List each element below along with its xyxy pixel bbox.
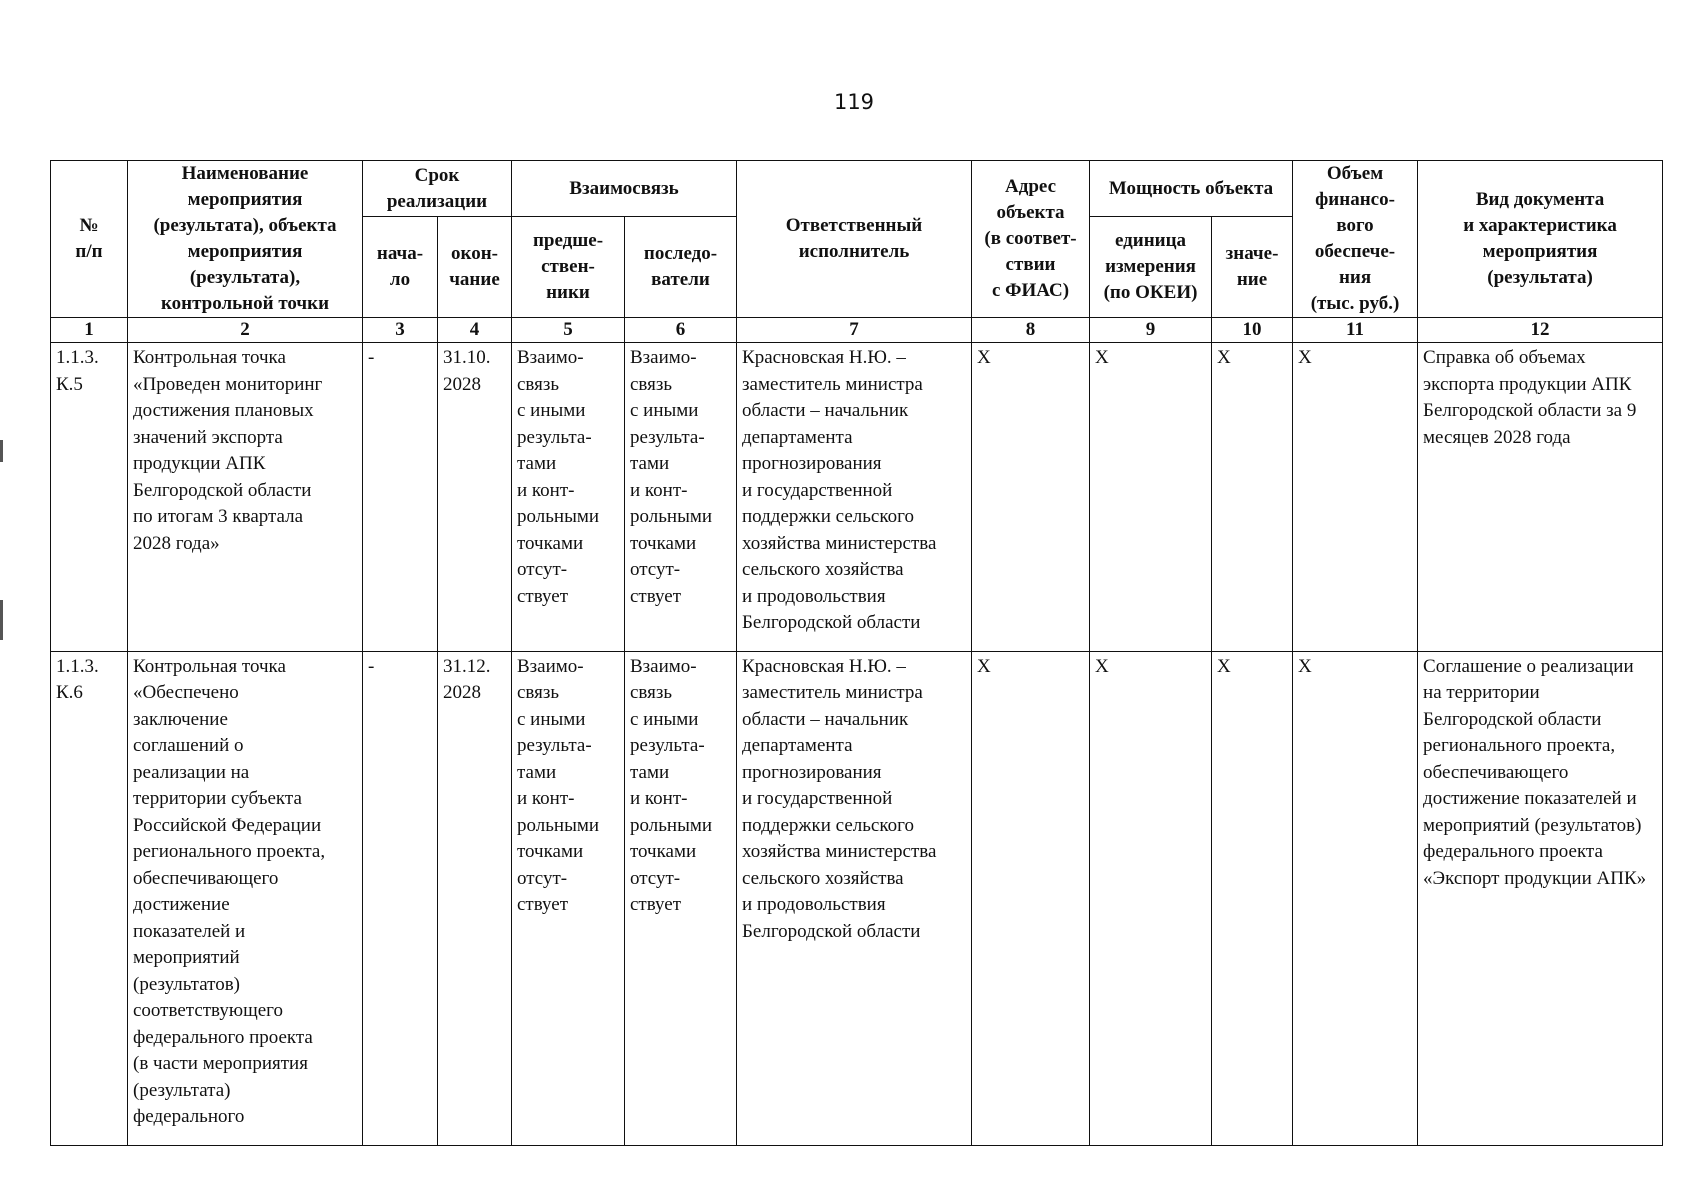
- row-successors: Взаимо- связь с иными результа- тами и конт- рольными точками отсут- ствует: [625, 651, 737, 1145]
- row-number: 1.1.3. К.5: [51, 343, 128, 652]
- header-unit: единица измерения (по ОКЕИ): [1090, 217, 1212, 318]
- header-financing: Объем финансо- вого обеспече- ния (тыс. руб.): [1293, 161, 1418, 318]
- header-address: Адрес объекта (в соответ- ствии с ФИАС): [972, 161, 1090, 318]
- row-value: Х: [1212, 343, 1293, 652]
- header-relation: Взаимосвязь: [512, 161, 737, 217]
- row-start: -: [363, 651, 438, 1145]
- scan-margin-mark: [0, 440, 3, 462]
- scan-margin-mark: [0, 600, 3, 640]
- column-number: 10: [1212, 318, 1293, 343]
- column-number-row: [51, 318, 1663, 343]
- row-address: Х: [972, 343, 1090, 652]
- row-responsible: Красновская Н.Ю. – заместитель министра области – начальник департамента прогнозирования и государственной поддержки сельского хозяйства министерства сельского хозяйства и продовольствия Белгородской области: [737, 651, 972, 1145]
- row-number: 1.1.3. К.6: [51, 651, 128, 1145]
- row-end: 31.10. 2028: [438, 343, 512, 652]
- column-number: 5: [512, 318, 625, 343]
- header-row: [51, 161, 1663, 217]
- plan-table: [50, 160, 1663, 1146]
- header-document: Вид документа и характеристика мероприятия (результата): [1418, 161, 1663, 318]
- row-document: Справка об объемах экспорта продукции АПК Белгородской области за 9 месяцев 2028 года: [1418, 343, 1663, 652]
- row-name: Контрольная точка «Проведен мониторинг достижения плановых значений экспорта продукции АПК Белгородской области по итогам 3 квартала 2028 года»: [128, 343, 363, 652]
- row-name: Контрольная точка «Обеспечено заключение соглашений о реализации на территории субъекта Российской Федерации регионального проекта, обеспечивающего достижение показателей и мероприятий (результатов) соответствующего федерального проекта (в части мероприятия (результата) федерального: [128, 651, 363, 1145]
- column-number: 6: [625, 318, 737, 343]
- row-document: Соглашение о реализации на территории Белгородской области регионального проекта, обеспечивающего достижение показателей и мероприятий (результатов) федерального проекта «Экспорт продукции АПК»: [1418, 651, 1663, 1145]
- row-financing: Х: [1293, 651, 1418, 1145]
- column-number: 2: [128, 318, 363, 343]
- column-number: 4: [438, 318, 512, 343]
- column-number: 12: [1418, 318, 1663, 343]
- header-start: нача- ло: [363, 217, 438, 318]
- column-number: 7: [737, 318, 972, 343]
- header-successors: последо- ватели: [625, 217, 737, 318]
- row-unit: Х: [1090, 651, 1212, 1145]
- column-number: 9: [1090, 318, 1212, 343]
- header-capacity: Мощность объекта: [1090, 161, 1293, 217]
- header-predecessors: предше- ствен- ники: [512, 217, 625, 318]
- row-responsible: Красновская Н.Ю. – заместитель министра области – начальник департамента прогнозирования и государственной поддержки сельского хозяйства министерства сельского хозяйства и продовольствия Белгородской области: [737, 343, 972, 652]
- page-number: 119: [833, 90, 875, 114]
- row-predecessors: Взаимо- связь с иными результа- тами и конт- рольными точками отсут- ствует: [512, 651, 625, 1145]
- row-value: Х: [1212, 651, 1293, 1145]
- column-number: 1: [51, 318, 128, 343]
- header-name: Наименование мероприятия (результата), объекта мероприятия (результата), контрольной точки: [128, 161, 363, 318]
- column-number: 11: [1293, 318, 1418, 343]
- row-financing: Х: [1293, 343, 1418, 652]
- column-number: 3: [363, 318, 438, 343]
- row-end: 31.12. 2028: [438, 651, 512, 1145]
- row-predecessors: Взаимо- связь с иными результа- тами и конт- рольными точками отсут- ствует: [512, 343, 625, 652]
- row-successors: Взаимо- связь с иными результа- тами и конт- рольными точками отсут- ствует: [625, 343, 737, 652]
- row-address: Х: [972, 651, 1090, 1145]
- row-start: -: [363, 343, 438, 652]
- table-row: [51, 651, 1663, 1145]
- header-number: № п/п: [51, 161, 128, 318]
- column-number: 8: [972, 318, 1090, 343]
- header-end: окон- чание: [438, 217, 512, 318]
- header-term: Срок реализации: [363, 161, 512, 217]
- header-responsible: Ответственный исполнитель: [737, 161, 972, 318]
- row-unit: Х: [1090, 343, 1212, 652]
- header-value: значе- ние: [1212, 217, 1293, 318]
- table-row: [51, 343, 1663, 652]
